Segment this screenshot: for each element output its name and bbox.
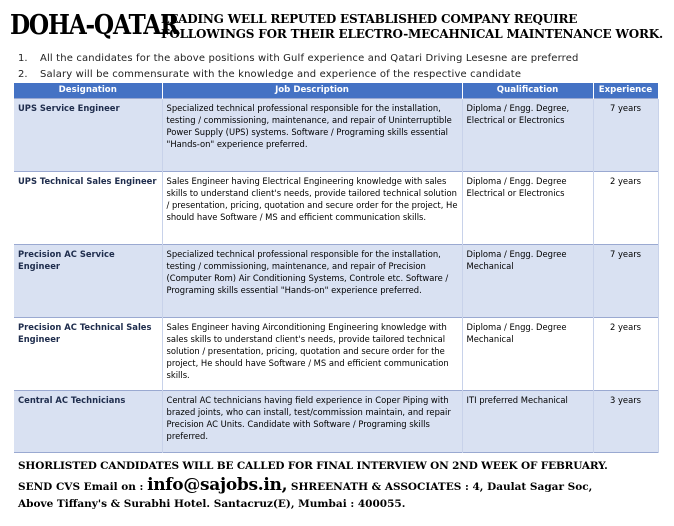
experience-cell: 3 years [593,390,658,452]
qualification-cell: Diploma / Engg. Degree, Electrical or Electronics [462,98,593,171]
table-row [14,317,658,390]
brand-title: DOHA-QATAR [10,10,179,41]
column-header-designation: Designation [14,83,162,98]
table-row [14,171,658,244]
contact-email[interactable]: info@sajobs.in, [147,475,288,495]
experience-cell: 7 years [593,244,658,317]
contact-line [18,476,668,497]
table-row [14,244,658,317]
qualification-cell: Diploma / Engg. Degree Mechanical [462,244,593,317]
experience-cell: 7 years [593,98,658,171]
designation-cell: Precision AC Technical Sales Engineer [14,317,162,390]
note-text: Salary will be commensurate with the knowledge and experience of the respective candidate [40,68,522,80]
advert-footer [18,459,668,512]
note-text: All the candidates for the above positions with Gulf experience and Qatari Driving Lesesne are preferred [40,52,579,64]
table-row [14,390,658,452]
experience-cell: 2 years [593,171,658,244]
column-header-experience: Experience [593,83,658,98]
column-header-description: Job Description [162,83,462,98]
note-number: 1. [18,52,28,64]
interview-notice: SHORLISTED CANDIDATES WILL BE CALLED FOR FINAL INTERVIEW ON 2ND WEEK OF FEBRUARY. [18,460,608,472]
description-cell: Specialized technical professional responsible for the installation, testing / commissioning, maintenance, and repair of Precision (Computer Rom) Air Conditioning Systems, Controle etc. Software / Programing skills essential "Hands-on" experience preferred. [162,244,462,317]
qualification-cell: Diploma / Engg. Degree Electrical or Electronics [462,171,593,244]
table-header-row [14,83,658,98]
designation-cell: UPS Technical Sales Engineer [14,171,162,244]
address-line-2: Above Tiffany's & Surabhi Hotel. Santacruz(E), Mumbai : 400055. [18,498,406,510]
experience-cell: 2 years [593,317,658,390]
description-cell: Sales Engineer having Electrical Engineering knowledge with sales skills to understand client's needs, provide tailored technical solution / presentation, pricing, quotation and secure order for the project, He should have Software / MS and efficient communication skills. [162,171,462,244]
note-item [18,66,668,82]
designation-cell: Precision AC Service Engineer [14,244,162,317]
description-cell: Specialized technical professional responsible for the installation, testing / commissioning, maintenance, and repair of Uninterruptible Power Supply (UPS) systems. Software / Programing skills essential "Hands-on" experience preferred. [162,98,462,171]
advert-header [10,8,670,48]
description-cell: Central AC technicians having field experience in Coper Piping with brazed joints, who can install, test/commission maintain, and repair Precision AC Units. Candidate with Software / Programing skills preferred. [162,390,462,452]
note-item [18,50,668,66]
notes-list [18,50,668,82]
designation-cell: UPS Service Engineer [14,98,162,171]
qualification-cell: Diploma / Engg. Degree Mechanical [462,317,593,390]
column-header-qualification: Qualification [462,83,593,98]
qualification-cell: ITI preferred Mechanical [462,390,593,452]
jobs-table [14,83,659,453]
table-row [14,98,658,171]
description-cell: Sales Engineer having Airconditioning Engineering knowledge with sales skills to understand client's needs, provide tailored technical solution / presentation, pricing, quotation and secure order for the project, He should have Software / MS and efficient communication skills. [162,317,462,390]
note-number: 2. [18,68,28,80]
headline: LEADING WELL REPUTED ESTABLISHED COMPANY REQUIRE FOLLOWINGS FOR THEIR ELECTRO-MECAHNICAL MAINTENANCE WORK. [161,12,663,41]
designation-cell: Central AC Technicians [14,390,162,452]
address-line-1: SHREENATH & ASSOCIATES : 4, Daulat Sagar Soc, [287,481,593,493]
send-cv-label: SEND CVS Email on : [18,481,148,493]
